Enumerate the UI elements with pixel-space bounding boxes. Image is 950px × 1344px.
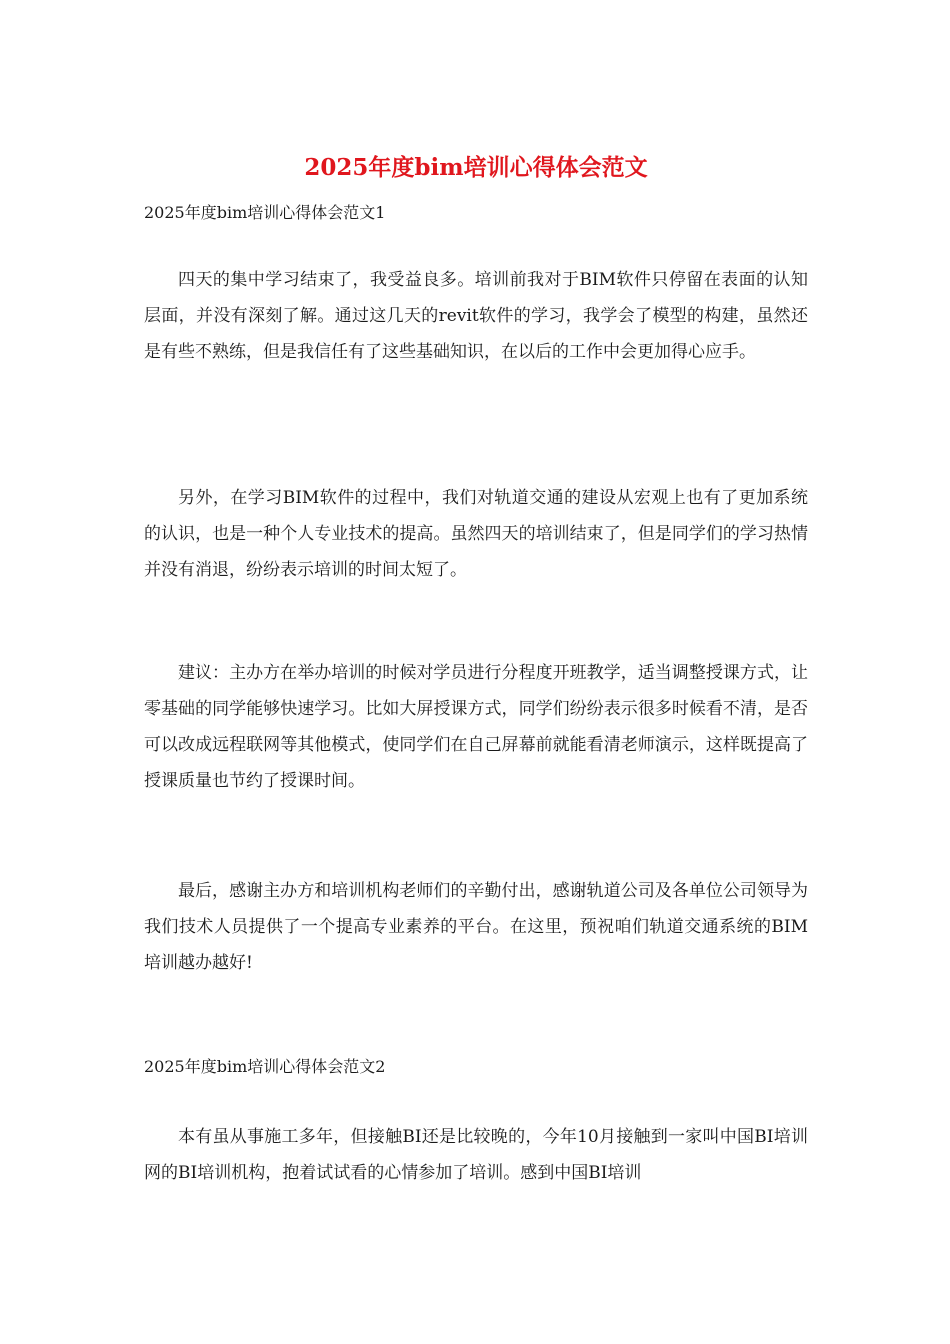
section-heading-2: 2025年度bim培训心得体会范文2 [144, 1057, 386, 1076]
section-1-paragraph-2: 另外，在学习BIM软件的过程中，我们对轨道交通的建设从宏观上也有了更加系统的认识，也是一种个人专业技术的提高。虽然四天的培训结束了，但是同学们的学习热情并没有消退，纷纷表示培训的时间太短了。 [144, 488, 808, 580]
section-1-paragraph-1: 四天的集中学习结束了，我受益良多。培训前我对于BIM软件只停留在表面的认知层面，并没有深刻了解。通过这几天的revit软件的学习，我学会了模型的构建，虽然还是有些不熟练，但是我信任有了这些基础知识，在以后的工作中会更加得心应手。 [144, 270, 808, 362]
section-heading-1: 2025年度bim培训心得体会范文1 [144, 203, 386, 222]
section-1-paragraph-4: 最后，感谢主办方和培训机构老师们的辛勤付出，感谢轨道公司及各单位公司领导为我们技术人员提供了一个提高专业素养的平台。在这里，预祝咱们轨道交通系统的BIM培训越办越好! [144, 881, 808, 973]
section-1-paragraph-3: 建议：主办方在举办培训的时候对学员进行分程度开班教学，适当调整授课方式，让零基础的同学能够快速学习。比如大屏授课方式，同学们纷纷表示很多时候看不清，是否可以改成远程联网等其他模式，使同学们在自己屏幕前就能看清老师演示，这样既提高了授课质量也节约了授课时间。 [144, 663, 808, 791]
section-2-paragraph-1: 本有虽从事施工多年，但接触BI还是比较晚的，今年10月接触到一家叫中国BI培训网的BI培训机构，抱着试试看的心情参加了培训。感到中国BI培训 [144, 1127, 808, 1183]
document-title: 2025年度bim培训心得体会范文 [304, 154, 648, 181]
